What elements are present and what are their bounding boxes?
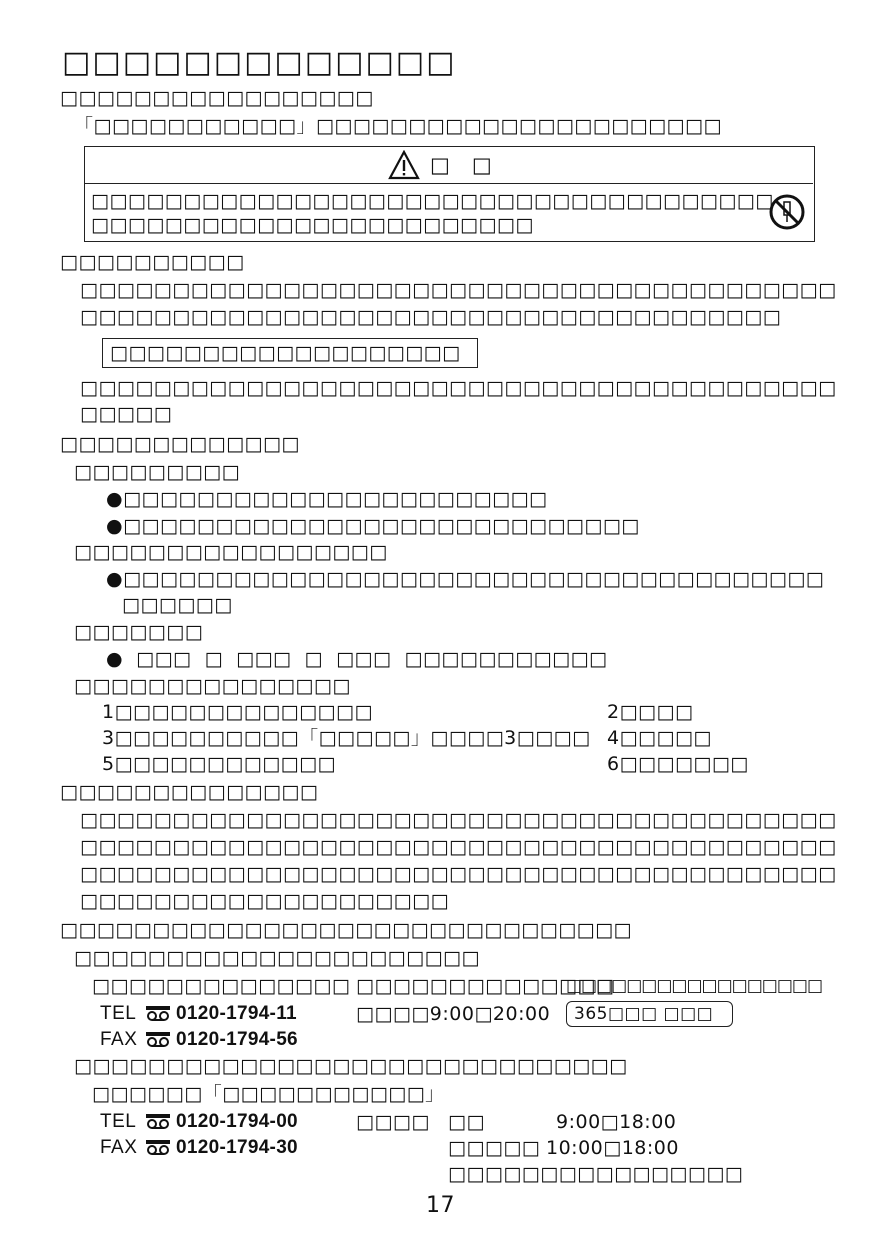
section-2-text-4: □□□□□: [80, 403, 173, 425]
tel-number-2[interactable]: 0120-1794-00: [176, 1111, 298, 1132]
bullet-item: ●□□□□□□□□□□□□□□□□□□□□□□□□□□□□: [106, 515, 640, 537]
hours-1: □□□□9:00□20:00: [356, 1003, 551, 1025]
page-title: □□□□□□□□□□□□□: [62, 45, 457, 80]
section-3-sub-1: □□□□□□□□□: [74, 461, 241, 483]
numbered-item-4: 4□□□□□: [607, 727, 712, 749]
fax-label: FAX: [100, 1137, 138, 1158]
tel-label: TEL: [100, 1111, 137, 1132]
freedial-icon: [146, 1006, 170, 1022]
section-4-text-4: □□□□□□□□□□□□□□□□□□□□: [80, 890, 450, 912]
section-3-heading: □□□□□□□□□□□□□: [60, 433, 300, 455]
numbered-item-5: 5□□□□□□□□□□□□: [102, 753, 337, 775]
bullet-item: ●□□□□□□□□□□□□□□□□□□□□□□□: [106, 488, 548, 510]
section-3-sub-2: □□□□□□□□□□□□□□□□□: [74, 541, 388, 563]
contact-1-name: □□□□□□□□□□□□□□: [92, 975, 351, 997]
fax-number-1[interactable]: 0120-1794-56: [176, 1029, 298, 1050]
hours-badge-text: 365□□□ □□□: [574, 1004, 714, 1024]
section-5-sub-1: □□□□□□□□□□□□□□□□□□□□□□: [74, 947, 480, 969]
fax-number-2[interactable]: 0120-1794-30: [176, 1137, 298, 1158]
hours-2b-label: □□□□□: [448, 1137, 541, 1159]
section-2-text-2: □□□□□□□□□□□□□□□□□□□□□□□□□□□□□□□□□□□□□□: [80, 306, 782, 328]
numbered-item-6: 6□□□□□□□: [607, 753, 749, 775]
section-4-text-2: □□□□□□□□□□□□□□□□□□□□□□□□□□□□□□□□□□□□□□□□□: [80, 836, 837, 858]
hours-2a: 9:00□18:00: [556, 1111, 677, 1133]
section-3-sub-4: □□□□□□□□□□□□□□□: [74, 675, 351, 697]
warning-heading: □ □: [430, 153, 493, 177]
freedial-icon: [146, 1114, 170, 1130]
section-1-heading: □□□□□□□□□□□□□□□□□: [60, 87, 374, 109]
numbered-item-2: 2□□□□: [607, 701, 694, 723]
numbered-item-3: 3□□□□□□□□□□「□□□□□」□□□□3□□□□: [102, 727, 591, 749]
section-2-text-1: □□□□□□□□□□□□□□□□□□□□□□□□□□□□□□□□□□□□□□□□□: [80, 279, 837, 301]
warning-text-2: □□□□□□□□□□□□□□□□□□□□□□□□: [91, 214, 534, 236]
section-5-heading: □□□□□□□□□□□□□□□□□□□□□□□□□□□□□□□: [60, 919, 633, 941]
warning-text-1: □□□□□□□□□□□□□□□□□□□□□□□□□□□□□□□□□□□□□: [91, 190, 774, 212]
bullet-item: ● □□□ □ □□□ □ □□□ □□□□□□□□□□□: [106, 648, 608, 670]
prohibited-disassembly-icon: [768, 193, 806, 231]
boxed-note-text: □□□□□□□□□□□□□□□□□□□: [110, 342, 461, 364]
section-3-sub-3: □□□□□□□: [74, 621, 204, 643]
tel-label: TEL: [100, 1003, 137, 1024]
section-5-sub-2: □□□□□□□□□□□□□□□□□□□□□□□□□□□□□□: [74, 1055, 628, 1077]
hours-2a-label: □□: [448, 1111, 485, 1133]
contact-1-note-2: □□□□□□□□□□□□□□□□□: [566, 976, 823, 996]
freedial-icon: [146, 1032, 170, 1048]
bullet-item-continued: □□□□□□: [122, 594, 233, 616]
section-4-text-3: □□□□□□□□□□□□□□□□□□□□□□□□□□□□□□□□□□□□□□□□□: [80, 863, 837, 885]
section-4-text-1: □□□□□□□□□□□□□□□□□□□□□□□□□□□□□□□□□□□□□□□□□: [80, 809, 837, 831]
freedial-icon: [146, 1140, 170, 1156]
warning-triangle-icon: [388, 150, 420, 180]
warning-divider: [85, 183, 813, 184]
warning-box: [84, 146, 815, 242]
section-1-text: 「□□□□□□□□□□□」□□□□□□□□□□□□□□□□□□□□□□: [74, 115, 722, 137]
section-4-heading: □□□□□□□□□□□□□□: [60, 781, 319, 803]
hours-2c: □□□□□□□□□□□□□□□□: [448, 1163, 744, 1185]
contact-2-name: □□□□□□「□□□□□□□□□□□」: [92, 1083, 445, 1105]
numbered-item-1: 1□□□□□□□□□□□□□□: [102, 701, 373, 723]
hours-2b: 10:00□18:00: [546, 1137, 679, 1159]
contact-1-note: □□□□□□□□□□□□□□: [356, 975, 615, 997]
tel-number-1[interactable]: 0120-1794-11: [176, 1003, 297, 1024]
bullet-item: ●□□□□□□□□□□□□□□□□□□□□□□□□□□□□□□□□□□□□□□: [106, 568, 825, 590]
section-2-heading: □□□□□□□□□□: [60, 251, 245, 273]
section-2-text-3: □□□□□□□□□□□□□□□□□□□□□□□□□□□□□□□□□□□□□□□□□: [80, 377, 837, 399]
page-number: 17: [426, 1193, 455, 1218]
hours-2-label: □□□□: [356, 1111, 430, 1133]
fax-label: FAX: [100, 1029, 138, 1050]
